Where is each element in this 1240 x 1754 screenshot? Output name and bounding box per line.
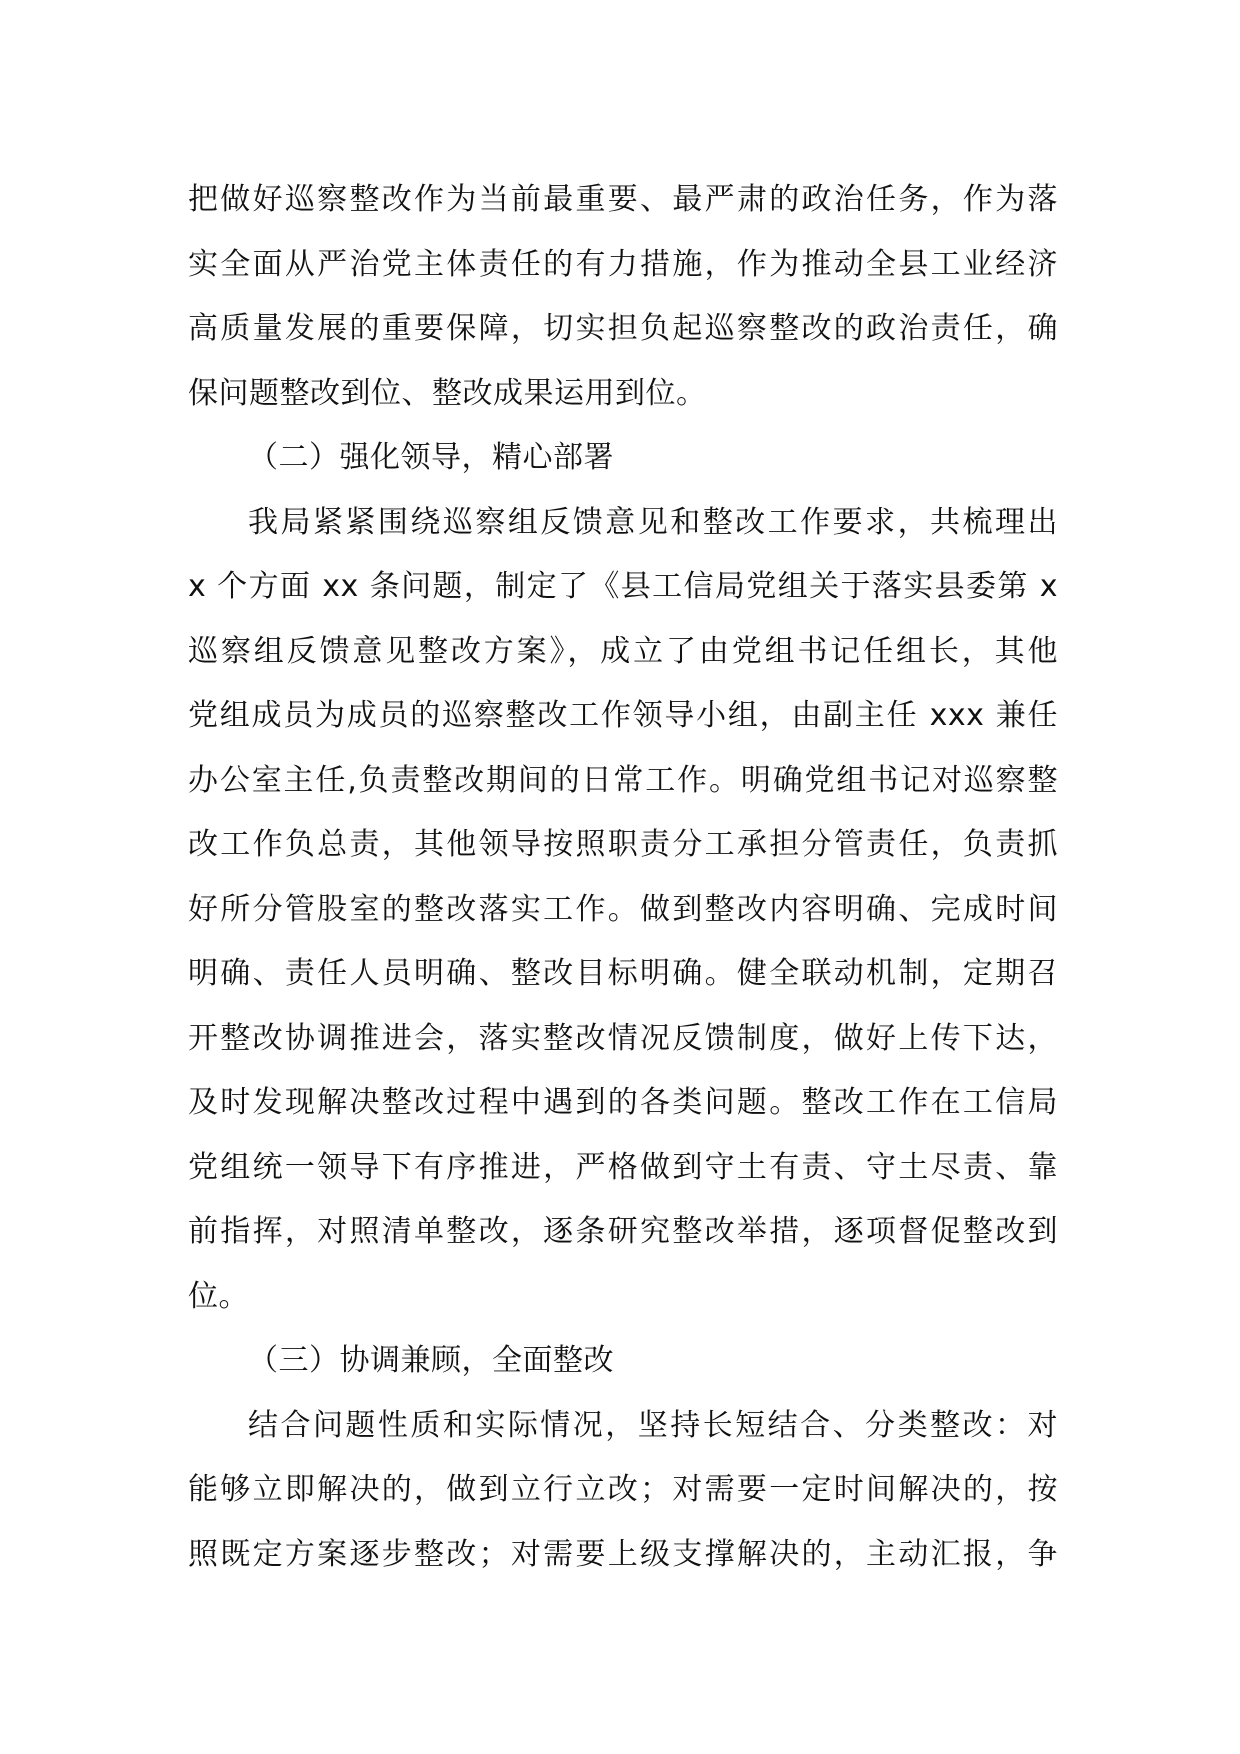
- section-heading: （二）强化领导，精心部署: [248, 440, 614, 475]
- paragraph-line: 照既定方案逐步整改；对需要上级支撑解决的，主动汇报，争: [188, 1536, 1058, 1572]
- paragraph-line: 位。: [188, 1278, 249, 1314]
- paragraph-line: 能够立即解决的，做到立行立改；对需要一定时间解决的，按: [188, 1472, 1058, 1507]
- paragraph-line: 改工作负总责，其他领导按照职责分工承担分管责任，负责抓: [188, 827, 1058, 862]
- paragraph-line: 高质量发展的重要保障，切实担负起巡察整改的政治责任，确: [188, 311, 1058, 346]
- paragraph-line: 明确、责任人员明确、整改目标明确。健全联动机制，定期召: [188, 956, 1058, 991]
- paragraph-line: 结合问题性质和实际情况，坚持长短结合、分类整改：对: [248, 1407, 1058, 1443]
- section-heading: （三）协调兼顾，全面整改: [248, 1343, 614, 1378]
- paragraph-line: 党组统一领导下有序推进，严格做到守土有责、守土尽责、靠: [188, 1149, 1058, 1185]
- paragraph-line: 把做好巡察整改作为当前最重要、最严肃的政治任务，作为落: [188, 182, 1058, 217]
- paragraph-line: 我局紧紧围绕巡察组反馈意见和整改工作要求，共梳理出: [248, 504, 1058, 540]
- paragraph-line: 党组成员为成员的巡察整改工作领导小组，由副主任 xxx 兼任: [188, 698, 1058, 733]
- paragraph-line: 办公室主任,负责整改期间的日常工作。明确党组书记对巡察整: [188, 762, 1058, 798]
- paragraph-line: 前指挥，对照清单整改，逐条研究整改举措，逐项督促整改到: [188, 1214, 1058, 1249]
- paragraph-line: 及时发现解决整改过程中遇到的各类问题。整改工作在工信局: [188, 1085, 1058, 1120]
- paragraph-line: 保问题整改到位、整改成果运用到位。: [188, 375, 707, 411]
- paragraph-line: x 个方面 xx 条问题，制定了《县工信局党组关于落实县委第 x: [188, 569, 1058, 604]
- paragraph-line: 巡察组反馈意见整改方案》，成立了由党组书记任组长，其他: [188, 633, 1058, 669]
- paragraph-line: 开整改协调推进会，落实整改情况反馈制度，做好上传下达，: [188, 1020, 1058, 1056]
- paragraph-line: 实全面从严治党主体责任的有力措施，作为推动全县工业经济: [188, 246, 1058, 282]
- paragraph-line: 好所分管股室的整改落实工作。做到整改内容明确、完成时间: [188, 891, 1058, 927]
- document-body: [188, 168, 1058, 1587]
